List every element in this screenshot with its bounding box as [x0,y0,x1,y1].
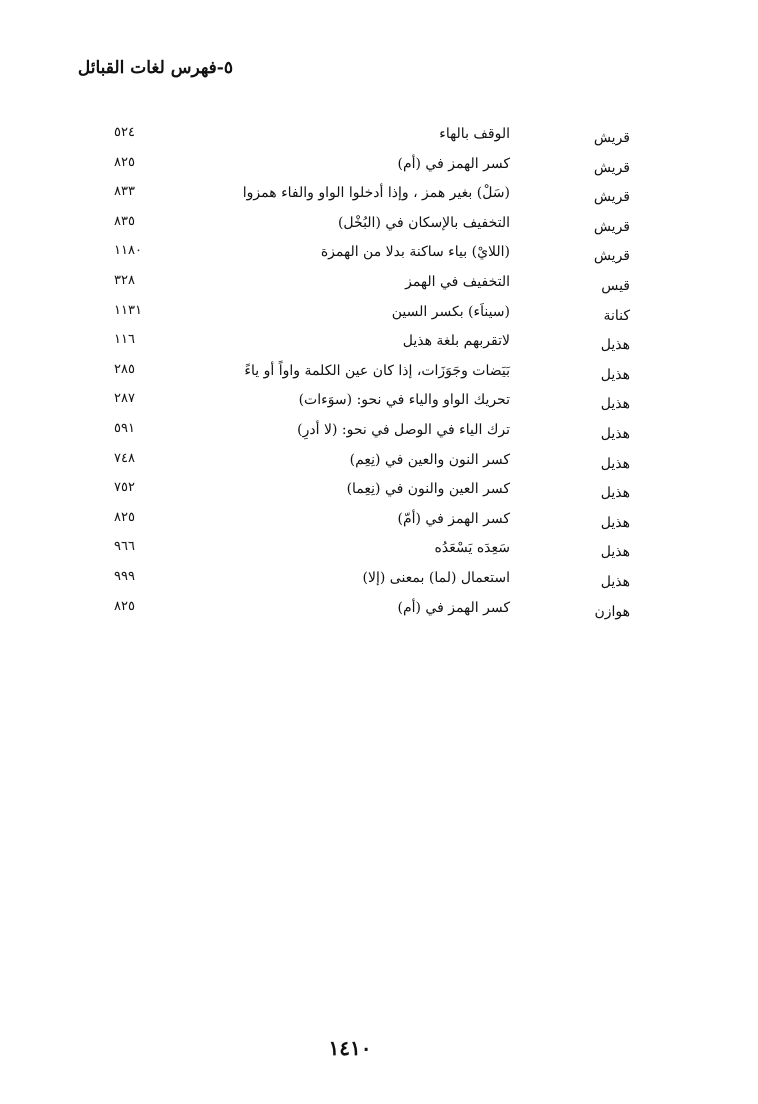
page-reference: ٥٢٤ [114,125,135,140]
tribe-name: قيس [601,277,630,294]
dialect-feature: كسر الهمز في (أمّ) [397,510,510,527]
index-row [100,568,640,598]
page-reference: ١١٨٠ [114,243,142,259]
page-number: ١٤١٠ [328,1036,372,1060]
tribe-name: قريش [593,248,630,265]
dialect-feature: (سيناَء) بكسر السين [391,303,510,320]
dialect-feature: لاتقربهم بلغة هذيل [402,333,510,350]
page-reference: ٢٨٧ [114,391,135,407]
page-reference: ٧٥٢ [114,480,135,496]
dialect-feature: كسر العين والنون في (نِعِما) [346,481,510,498]
tribe-name: هذيل [600,485,630,502]
dialect-feature: التخفيف في الهمز [405,273,510,290]
index-row [100,598,640,628]
page-reference: ٩٩٩ [114,568,135,584]
page-reference: ٨٢٥ [114,598,135,614]
tribe-name: هوازن [594,603,630,620]
index-row [100,538,640,568]
dialect-feature: (سَلْ) بغير همز ، وإذا أدخلوا الواو والفاء همزوا [242,185,510,202]
page-header-title: ٥-فهرس لغات القبائل [77,58,233,78]
page-reference: ٣٢٨ [114,272,135,288]
index-row [100,213,640,243]
index-row [100,509,640,539]
tribe-name: قريش [593,218,630,235]
index-row [100,390,640,420]
tribe-name: هذيل [600,425,630,442]
tribe-name: هذيل [600,573,630,590]
tribal-dialects-index [100,124,640,627]
dialect-feature: الوقف بالهاء [439,126,510,142]
dialect-feature: (اللايْ) بياء ساكنة بدلا من الهمزة [320,244,510,261]
dialect-feature: كسر النون والعين في (نِعِم) [349,451,510,468]
dialect-feature: التخفيف بالإسكان في (البُخْل) [337,214,510,231]
page-reference: ١١٣١ [114,302,142,318]
tribe-name: هذيل [600,544,630,561]
tribe-name: هذيل [600,514,630,531]
index-row [100,242,640,272]
index-row [100,420,640,450]
index-row [100,450,640,480]
page-reference: ٥٩١ [114,420,135,436]
index-row [100,331,640,361]
page-reference: ٧٤٨ [114,450,135,466]
index-row [100,154,640,184]
tribe-name: قريش [593,130,630,146]
dialect-feature: استعمال (لما) بمعنى (إلا) [362,569,510,586]
index-row [100,479,640,509]
tribe-name: هذيل [600,337,630,354]
dialect-feature: بَيَضات وجَوَزَات، إذا كان عين الكلمة واواً أو ياءً [244,362,510,379]
index-row [100,302,640,332]
index-row [100,272,640,302]
page-reference: ٨٢٥ [114,154,135,170]
index-row [100,183,640,213]
page-reference: ٢٨٥ [114,361,135,377]
page-reference: ٨٣٥ [114,213,135,229]
index-row [100,361,640,391]
page-reference: ١١٦ [114,332,135,348]
dialect-feature: ترك الياء في الوصل في نحو: (لا أدرِ) [297,421,510,438]
tribe-name: كنانة [603,307,630,324]
page-reference: ٨٢٥ [114,509,135,525]
index-row [100,124,640,154]
tribe-name: قريش [593,159,630,176]
dialect-feature: سَعِدَه يَسْعَدُه [434,540,510,557]
page-reference: ٩٦٦ [114,539,135,555]
tribe-name: هذيل [600,366,630,383]
dialect-feature: كسر الهمز في (أم) [397,599,510,616]
page-reference: ٨٣٣ [114,184,135,200]
tribe-name: هذيل [600,396,630,413]
tribe-name: هذيل [600,455,630,472]
dialect-feature: كسر الهمز في (أم) [397,155,510,172]
tribe-name: قريش [593,189,630,206]
dialect-feature: تحريك الواو والياء في نحو: (سوَءات) [298,392,510,409]
